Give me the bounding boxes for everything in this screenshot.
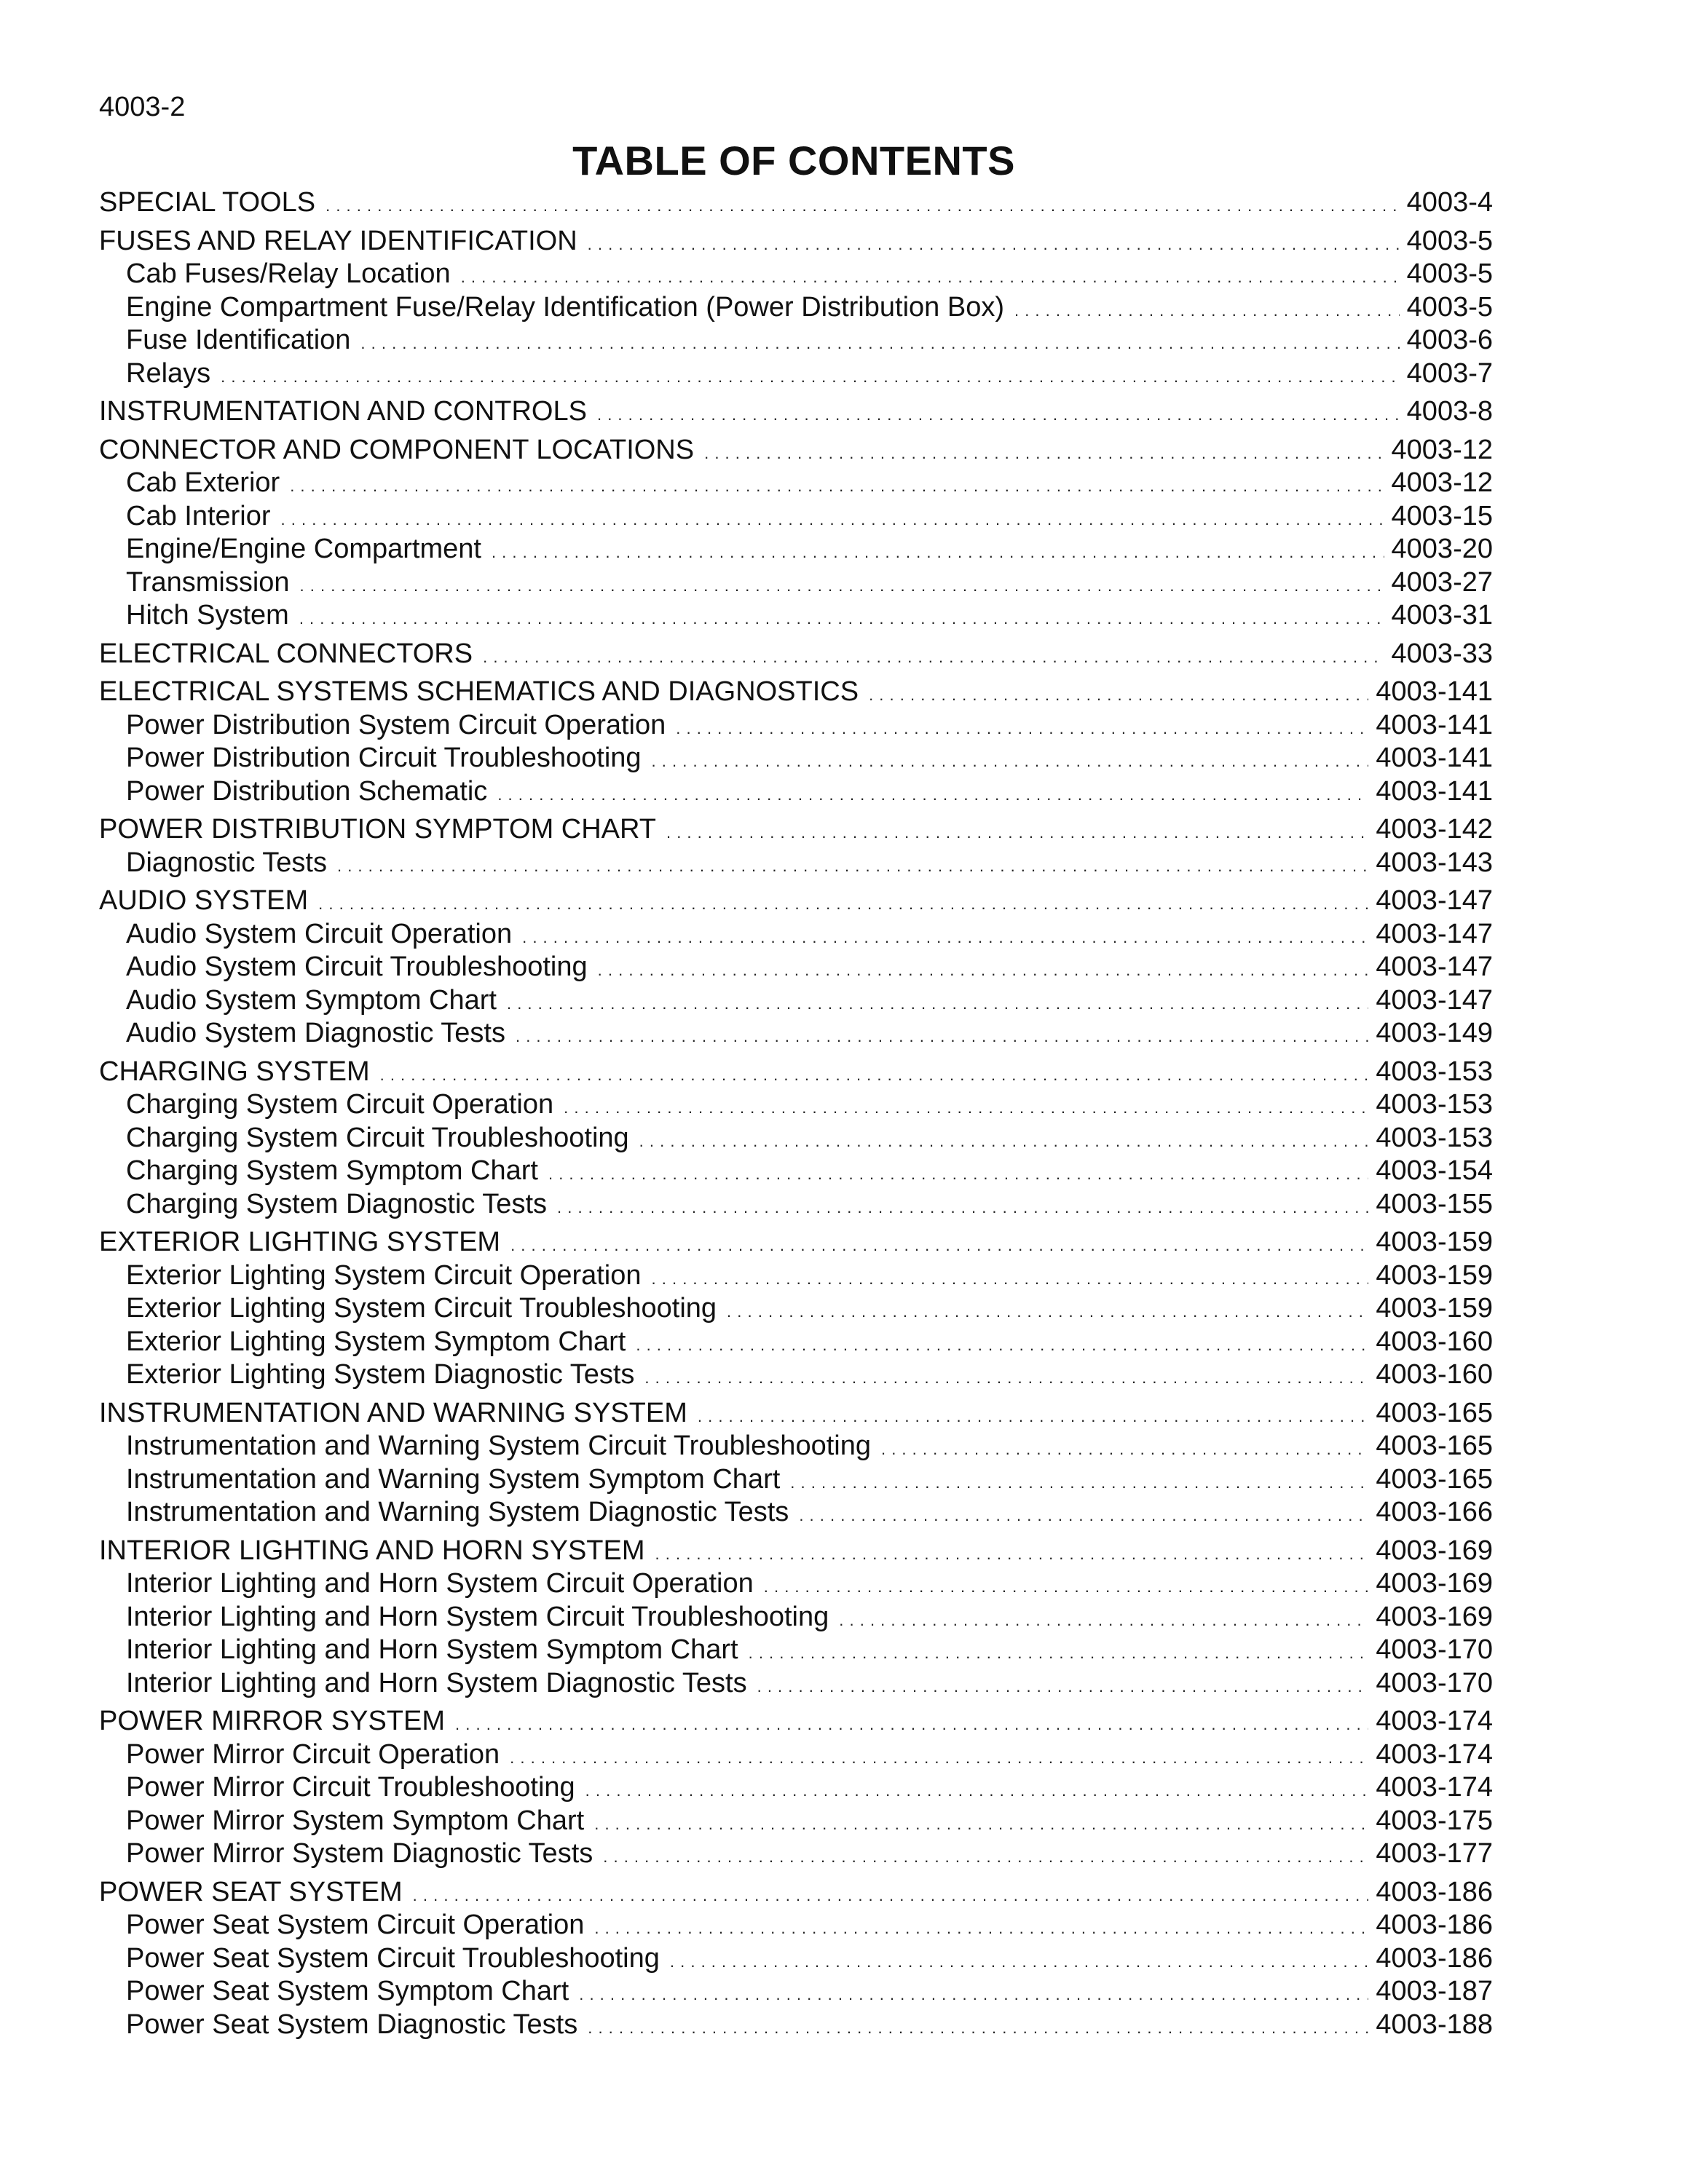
toc-subsection-entry-label: Exterior Lighting System Circuit Troubleshooting xyxy=(126,1293,717,1324)
toc-subsection-entry-label: Audio System Circuit Troubleshooting xyxy=(126,951,588,982)
toc-subsection-entry-label: Power Seat System Circuit Troubleshooting xyxy=(126,1942,660,1974)
dot-leader xyxy=(588,2009,1368,2045)
toc-subsection-entry-page: 4003-147 xyxy=(1376,984,1493,1016)
dot-leader xyxy=(598,951,1369,987)
toc-subsection-entry-page: 4003-20 xyxy=(1391,534,1493,564)
toc-subsection-entry[interactable] xyxy=(99,1634,1493,1667)
toc-subsection-entry[interactable] xyxy=(99,775,1493,809)
toc-subsection-entry[interactable] xyxy=(99,1771,1493,1805)
toc-section-entry-page: 4003-147 xyxy=(1376,885,1493,916)
toc-subsection-entry[interactable] xyxy=(99,1463,1493,1497)
toc-subsection-entry-page: 4003-15 xyxy=(1391,500,1493,531)
toc-subsection-entry-label: Audio System Diagnostic Tests xyxy=(126,1018,505,1048)
toc-subsection-entry-label: Interior Lighting and Horn System Symptom Chart xyxy=(126,1634,738,1665)
dot-leader xyxy=(670,1942,1369,1979)
dot-leader xyxy=(881,1430,1368,1466)
page-title: TABLE OF CONTENTS xyxy=(572,138,1015,183)
toc-section-entry[interactable] xyxy=(99,1397,1493,1431)
toc-subsection-entry-page: 4003-147 xyxy=(1376,918,1493,949)
toc-section xyxy=(99,1226,1493,1392)
toc-subsection-entry-label: Power Seat System Symptom Chart xyxy=(126,1976,569,2006)
toc-subsection-entry-page: 4003-165 xyxy=(1376,1463,1493,1495)
toc-subsection-entry[interactable] xyxy=(99,566,1493,600)
toc-section xyxy=(99,1876,1493,2042)
toc-section xyxy=(99,225,1493,391)
dot-leader xyxy=(507,984,1368,1021)
dot-leader xyxy=(799,1496,1368,1532)
toc-subsection-entry[interactable] xyxy=(99,709,1493,743)
toc-subsection-entry[interactable] xyxy=(99,500,1493,534)
toc-subsection-entry[interactable] xyxy=(99,1975,1493,2009)
dot-leader xyxy=(666,813,1368,850)
toc-section-entry-page: 4003-12 xyxy=(1391,434,1493,465)
toc-subsection-entry-label: Power Mirror System Diagnostic Tests xyxy=(126,1838,593,1869)
toc-subsection-entry[interactable] xyxy=(99,1805,1493,1838)
toc-subsection-entry-page: 4003-188 xyxy=(1376,2009,1493,2040)
toc-subsection-entry[interactable] xyxy=(99,984,1493,1018)
toc-subsection-entry-page: 4003-155 xyxy=(1376,1188,1493,1219)
toc-subsection-entry-label: Engine Compartment Fuse/Relay Identification (Power Distribution Box) xyxy=(126,291,1004,323)
toc-subsection-entry-page: 4003-7 xyxy=(1406,357,1493,389)
toc-section-entry[interactable] xyxy=(99,813,1493,847)
toc-subsection-entry-page: 4003-154 xyxy=(1376,1155,1493,1186)
toc-subsection-entry[interactable] xyxy=(99,1188,1493,1222)
toc-section-entry[interactable] xyxy=(99,395,1493,429)
toc-section-entry-label: EXTERIOR LIGHTING SYSTEM xyxy=(99,1227,501,1257)
toc-section xyxy=(99,1397,1493,1530)
dot-leader xyxy=(597,395,1400,432)
toc-section-entry-page: 4003-5 xyxy=(1406,225,1493,256)
toc-subsection-entry-label: Exterior Lighting System Diagnostic Tests xyxy=(126,1359,635,1390)
toc-subsection-entry-page: 4003-5 xyxy=(1406,291,1493,323)
toc-subsection-entry-label: Power Mirror Circuit Operation xyxy=(126,1738,500,1770)
toc-section-entry[interactable] xyxy=(99,1876,1493,1910)
toc-section-entry[interactable] xyxy=(99,225,1493,258)
dot-leader xyxy=(522,918,1368,954)
dot-leader xyxy=(564,1088,1368,1125)
toc-subsection-entry-page: 4003-143 xyxy=(1376,847,1493,878)
toc-subsection-entry[interactable] xyxy=(99,1567,1493,1601)
toc-section xyxy=(99,885,1493,1051)
dot-leader xyxy=(676,709,1368,745)
toc-subsection-entry[interactable] xyxy=(99,1667,1493,1701)
dot-leader xyxy=(579,1975,1368,2011)
toc-section-entry-label: POWER DISTRIBUTION SYMPTOM CHART xyxy=(99,814,656,844)
dot-leader xyxy=(281,500,1384,537)
toc-subsection-entry-page: 4003-31 xyxy=(1391,600,1493,630)
toc-subsection-entry-label: Exterior Lighting System Circuit Operation xyxy=(126,1259,642,1291)
toc-subsection-entry[interactable] xyxy=(99,1430,1493,1463)
toc-subsection-entry[interactable] xyxy=(99,1088,1493,1122)
toc-section-entry-page: 4003-159 xyxy=(1376,1227,1493,1257)
dot-leader xyxy=(300,566,1384,603)
toc-subsection-entry-page: 4003-159 xyxy=(1376,1259,1493,1291)
toc-subsection-entry[interactable] xyxy=(99,1909,1493,1942)
dot-leader xyxy=(594,1909,1368,1945)
dot-leader xyxy=(510,1738,1368,1775)
toc-subsection-entry-page: 4003-177 xyxy=(1376,1838,1493,1869)
toc-section xyxy=(99,676,1493,808)
toc-subsection-entry-label: Instrumentation and Warning System Symptom Chart xyxy=(126,1463,781,1495)
toc-subsection-entry[interactable] xyxy=(99,291,1493,325)
toc-subsection-entry-page: 4003-12 xyxy=(1391,467,1493,498)
toc-section-entry-label: AUDIO SYSTEM xyxy=(99,885,309,916)
toc-subsection-entry-label: Interior Lighting and Horn System Diagnostic Tests xyxy=(126,1667,747,1698)
toc-subsection-entry[interactable] xyxy=(99,1942,1493,1976)
dot-leader xyxy=(594,1805,1368,1841)
dot-leader xyxy=(652,1259,1369,1296)
toc-section-entry[interactable] xyxy=(99,1535,1493,1568)
toc-subsection-entry-label: Hitch System xyxy=(126,600,289,630)
table-of-contents xyxy=(99,186,1493,2041)
dot-leader xyxy=(497,775,1368,812)
toc-section-entry-label: POWER MIRROR SYSTEM xyxy=(99,1706,446,1736)
toc-subsection-entry-page: 4003-186 xyxy=(1376,1942,1493,1974)
toc-section-entry-label: CHARGING SYSTEM xyxy=(99,1056,370,1087)
toc-section-entry[interactable] xyxy=(99,434,1493,467)
toc-subsection-entry[interactable] xyxy=(99,258,1493,291)
toc-section-entry-label: POWER SEAT SYSTEM xyxy=(99,1876,403,1907)
toc-subsection-entry-label: Power Seat System Diagnostic Tests xyxy=(126,2009,578,2040)
toc-section-entry[interactable] xyxy=(99,186,1493,220)
toc-subsection-entry-page: 4003-169 xyxy=(1376,1568,1493,1599)
dot-leader xyxy=(516,1017,1368,1053)
toc-subsection-entry[interactable] xyxy=(99,533,1493,566)
dot-leader xyxy=(588,225,1400,261)
toc-subsection-entry-label: Power Distribution Circuit Troubleshooting xyxy=(126,743,642,773)
toc-section-entry[interactable] xyxy=(99,1705,1493,1738)
toc-section-entry-label: INSTRUMENTATION AND WARNING SYSTEM xyxy=(99,1397,687,1428)
dot-leader xyxy=(644,1358,1368,1395)
toc-subsection-entry-label: Relays xyxy=(126,357,211,389)
toc-subsection-entry-page: 4003-141 xyxy=(1376,775,1493,807)
dot-leader xyxy=(585,1771,1369,1808)
dot-leader xyxy=(318,885,1368,921)
toc-subsection-entry-label: Fuse Identification xyxy=(126,325,351,355)
toc-subsection-entry-label: Instrumentation and Warning System Diagnostic Tests xyxy=(126,1497,789,1527)
toc-section-entry-page: 4003-186 xyxy=(1376,1876,1493,1907)
dot-leader xyxy=(557,1188,1368,1224)
toc-subsection-entry[interactable] xyxy=(99,742,1493,775)
toc-subsection-entry-page: 4003-149 xyxy=(1376,1018,1493,1048)
toc-section xyxy=(99,395,1493,429)
toc-subsection-entry[interactable] xyxy=(99,1837,1493,1871)
toc-section-entry-label: ELECTRICAL CONNECTORS xyxy=(99,638,473,669)
toc-subsection-entry-label: Power Distribution System Circuit Operation xyxy=(126,709,666,740)
toc-subsection-entry-label: Cab Exterior xyxy=(126,467,280,498)
toc-subsection-entry-label: Power Seat System Circuit Operation xyxy=(126,1910,585,1940)
toc-subsection-entry[interactable] xyxy=(99,1326,1493,1359)
toc-subsection-entry-label: Engine/Engine Compartment xyxy=(126,534,481,564)
dot-leader xyxy=(1014,291,1400,328)
dot-leader xyxy=(548,1155,1368,1191)
dot-leader xyxy=(639,1122,1369,1158)
toc-section xyxy=(99,186,1493,220)
toc-section-entry-label: FUSES AND RELAY IDENTIFICATION xyxy=(99,225,577,256)
toc-subsection-entry[interactable] xyxy=(99,1155,1493,1188)
toc-subsection-entry-label: Charging System Diagnostic Tests xyxy=(126,1188,547,1219)
toc-subsection-entry-page: 4003-170 xyxy=(1376,1667,1493,1698)
toc-subsection-entry-page: 4003-187 xyxy=(1376,1976,1493,2006)
toc-subsection-entry-page: 4003-186 xyxy=(1376,1910,1493,1940)
toc-section-entry[interactable] xyxy=(99,1226,1493,1259)
toc-subsection-entry-page: 4003-5 xyxy=(1406,258,1493,289)
dot-leader xyxy=(413,1876,1369,1912)
toc-subsection-entry[interactable] xyxy=(99,1122,1493,1155)
dot-leader xyxy=(326,186,1400,223)
dot-leader xyxy=(790,1463,1368,1500)
toc-subsection-entry-label: Power Mirror Circuit Troubleshooting xyxy=(126,1772,575,1803)
toc-subsection-entry-label: Cab Fuses/Relay Location xyxy=(126,258,451,289)
toc-section-entry[interactable] xyxy=(99,1056,1493,1089)
toc-section-entry[interactable] xyxy=(99,638,1493,671)
dot-leader xyxy=(839,1601,1368,1637)
toc-section-entry-page: 4003-142 xyxy=(1376,814,1493,844)
toc-subsection-entry-label: Power Mirror System Symptom Chart xyxy=(126,1805,585,1836)
dot-leader xyxy=(636,1326,1368,1362)
toc-section-entry-label: INSTRUMENTATION AND CONTROLS xyxy=(99,396,587,427)
toc-section xyxy=(99,813,1493,879)
toc-section-entry-page: 4003-141 xyxy=(1376,676,1493,707)
toc-subsection-entry-page: 4003-175 xyxy=(1376,1805,1493,1836)
toc-section-entry-label: ELECTRICAL SYSTEMS SCHEMATICS AND DIAGNOSTICS xyxy=(99,676,859,707)
toc-section-entry-page: 4003-153 xyxy=(1376,1056,1493,1087)
dot-leader xyxy=(461,258,1400,294)
toc-subsection-entry-page: 4003-153 xyxy=(1376,1122,1493,1153)
toc-section-entry-page: 4003-8 xyxy=(1406,396,1493,427)
toc-subsection-entry[interactable] xyxy=(99,357,1493,391)
toc-subsection-entry-page: 4003-170 xyxy=(1376,1634,1493,1665)
toc-subsection-entry[interactable] xyxy=(99,1259,1493,1293)
toc-section-entry-page: 4003-174 xyxy=(1376,1706,1493,1736)
toc-section-entry-page: 4003-169 xyxy=(1376,1535,1493,1566)
toc-subsection-entry[interactable] xyxy=(99,847,1493,880)
dot-leader xyxy=(380,1056,1369,1092)
toc-section xyxy=(99,434,1493,633)
toc-subsection-entry-label: Transmission xyxy=(126,566,290,598)
toc-subsection-entry-label: Charging System Circuit Operation xyxy=(126,1089,554,1120)
toc-section-entry[interactable] xyxy=(99,885,1493,918)
toc-subsection-entry-label: Audio System Circuit Operation xyxy=(126,918,513,949)
toc-section-entry-page: 4003-165 xyxy=(1376,1397,1493,1428)
dot-leader xyxy=(727,1292,1368,1329)
toc-subsection-entry-label: Interior Lighting and Horn System Circuit Troubleshooting xyxy=(126,1601,829,1632)
dot-leader xyxy=(749,1634,1369,1670)
toc-subsection-entry[interactable] xyxy=(99,1292,1493,1326)
toc-subsection-entry-page: 4003-165 xyxy=(1376,1431,1493,1461)
dot-leader xyxy=(360,324,1399,360)
dot-leader xyxy=(655,1535,1369,1571)
dot-leader xyxy=(290,467,1384,503)
toc-section-entry-page: 4003-33 xyxy=(1391,638,1493,669)
toc-subsection-entry-label: Charging System Circuit Troubleshooting xyxy=(126,1122,629,1153)
toc-subsection-entry[interactable] xyxy=(99,1738,1493,1772)
toc-subsection-entry-page: 4003-141 xyxy=(1376,743,1493,773)
toc-section-entry-label: SPECIAL TOOLS xyxy=(99,187,316,218)
toc-subsection-entry-label: Diagnostic Tests xyxy=(126,847,327,878)
toc-subsection-entry[interactable] xyxy=(99,1601,1493,1634)
toc-subsection-entry-label: Cab Interior xyxy=(126,500,271,531)
toc-subsection-entry[interactable] xyxy=(99,918,1493,951)
toc-subsection-entry[interactable] xyxy=(99,599,1493,633)
toc-section xyxy=(99,1535,1493,1701)
toc-subsection-entry-page: 4003-153 xyxy=(1376,1089,1493,1120)
dot-leader xyxy=(510,1226,1368,1262)
toc-subsection-entry-label: Audio System Symptom Chart xyxy=(126,984,497,1016)
dot-leader xyxy=(764,1567,1369,1604)
dot-leader xyxy=(455,1705,1368,1741)
dot-leader xyxy=(483,638,1384,674)
toc-section xyxy=(99,638,1493,671)
toc-section-entry[interactable] xyxy=(99,676,1493,709)
page-number: 4003-2 xyxy=(99,92,186,122)
dot-leader xyxy=(337,847,1368,883)
toc-subsection-entry[interactable] xyxy=(99,324,1493,357)
toc-subsection-entry-label: Exterior Lighting System Symptom Chart xyxy=(126,1326,626,1357)
toc-subsection-entry-page: 4003-6 xyxy=(1406,325,1493,355)
dot-leader xyxy=(492,533,1384,569)
dot-leader xyxy=(704,434,1384,470)
toc-subsection-entry[interactable] xyxy=(99,467,1493,500)
toc-section-entry-label: CONNECTOR AND COMPONENT LOCATIONS xyxy=(99,434,695,465)
toc-subsection-entry[interactable] xyxy=(99,951,1493,984)
toc-section-entry-page: 4003-4 xyxy=(1406,187,1493,218)
toc-subsection-entry-label: Power Distribution Schematic xyxy=(126,775,488,807)
toc-section xyxy=(99,1056,1493,1222)
dot-leader xyxy=(652,742,1369,778)
toc-subsection-entry-page: 4003-169 xyxy=(1376,1601,1493,1632)
dot-leader xyxy=(757,1667,1369,1704)
toc-section xyxy=(99,1705,1493,1871)
toc-subsection-entry-label: Interior Lighting and Horn System Circuit Operation xyxy=(126,1568,754,1599)
toc-subsection-entry-label: Charging System Symptom Chart xyxy=(126,1155,538,1186)
toc-subsection-entry-page: 4003-160 xyxy=(1376,1359,1493,1390)
dot-leader xyxy=(869,676,1368,712)
toc-subsection-entry-label: Instrumentation and Warning System Circuit Troubleshooting xyxy=(126,1431,871,1461)
toc-subsection-entry-page: 4003-174 xyxy=(1376,1738,1493,1770)
dot-leader xyxy=(299,599,1384,636)
dot-leader xyxy=(603,1837,1368,1874)
toc-subsection-entry-page: 4003-159 xyxy=(1376,1293,1493,1324)
dot-leader xyxy=(698,1397,1369,1433)
toc-subsection-entry[interactable] xyxy=(99,1358,1493,1392)
toc-subsection-entry-page: 4003-174 xyxy=(1376,1772,1493,1803)
toc-subsection-entry-page: 4003-166 xyxy=(1376,1497,1493,1527)
toc-subsection-entry-page: 4003-147 xyxy=(1376,951,1493,982)
toc-subsection-entry[interactable] xyxy=(99,2009,1493,2042)
toc-subsection-entry-page: 4003-27 xyxy=(1391,566,1493,598)
toc-subsection-entry-page: 4003-160 xyxy=(1376,1326,1493,1357)
dot-leader xyxy=(221,357,1400,394)
toc-subsection-entry[interactable] xyxy=(99,1017,1493,1051)
toc-section-entry-label: INTERIOR LIGHTING AND HORN SYSTEM xyxy=(99,1535,645,1566)
toc-subsection-entry-page: 4003-141 xyxy=(1376,709,1493,740)
toc-subsection-entry[interactable] xyxy=(99,1496,1493,1530)
